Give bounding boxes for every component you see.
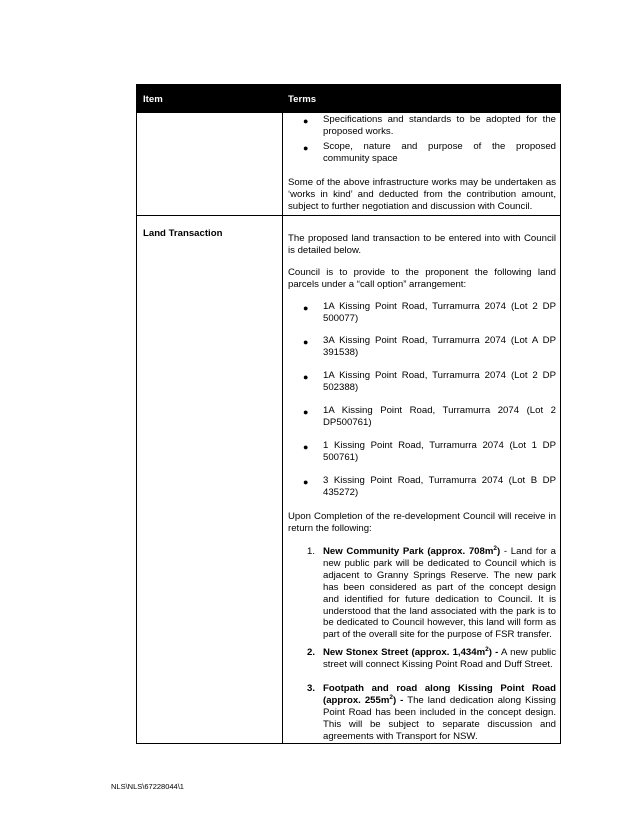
column-divider bbox=[282, 113, 283, 743]
item-number: 1. bbox=[307, 546, 316, 557]
bullet: ● bbox=[303, 303, 309, 313]
bullet: ● bbox=[303, 477, 309, 487]
header-item: Item bbox=[143, 94, 163, 105]
call-option-paragraph: Council is to provide to the proponent the following land parcels under a “call option” arrangement: bbox=[288, 267, 556, 290]
item-number: 3. bbox=[307, 683, 316, 694]
bullet: ● bbox=[303, 337, 309, 347]
works-in-kind-paragraph: Some of the above infrastructure works may be undertaken as ‘works in kind’ and deducted from the contribution amount, subject to further negotiation and discussion with Council. bbox=[288, 177, 556, 212]
item-land-transaction: Land Transaction bbox=[143, 228, 223, 239]
table-header-row bbox=[137, 85, 560, 113]
bullet: ● bbox=[303, 143, 309, 153]
item-title: Footpath and road along Kissing Point Road (approx. $255m^2$) - bbox=[323, 683, 556, 706]
item-body: A new public street will connect Kissing Point Road and Duff Street. bbox=[323, 647, 556, 670]
intro-paragraph: The proposed land transaction to be entered into with Council is detailed below. bbox=[288, 233, 556, 256]
item-title: New Stonex Street (approx. $1,434m^2$) - bbox=[323, 645, 499, 658]
parcel-item: 3 Kissing Point Road, Turramurra 2074 (Lot B DP 435272) bbox=[323, 475, 556, 498]
terms-table bbox=[136, 84, 561, 744]
bullet: ● bbox=[303, 116, 309, 126]
list-item: Specifications and standards to be adopted for the proposed works. bbox=[323, 114, 556, 137]
parcel-item: 1A Kissing Point Road, Turramurra 2074 (Lot 2 DP500761) bbox=[323, 405, 556, 428]
parcel-item: 1A Kissing Point Road, Turramurra 2074 (Lot 2 DP 500077) bbox=[323, 301, 556, 324]
bullet: ● bbox=[303, 407, 309, 417]
numbered-item bbox=[323, 683, 556, 743]
numbered-item bbox=[323, 647, 556, 671]
list-item: Scope, nature and purpose of the proposed community space bbox=[323, 141, 556, 164]
item-body: The land dedication along Kissing Point Road has been included in the concept design. This will be subject to separate discussion and agreements with Transport for NSW. bbox=[323, 694, 556, 742]
parcel-item: 1A Kissing Point Road, Turramurra 2074 (Lot 2 DP 502388) bbox=[323, 370, 556, 393]
header-terms: Terms bbox=[288, 94, 317, 105]
item-number: 2. bbox=[307, 647, 316, 658]
bullet: ● bbox=[303, 442, 309, 452]
bullet: ● bbox=[303, 372, 309, 382]
parcel-item: 1 Kissing Point Road, Turramurra 2074 (Lot 1 DP 500761) bbox=[323, 440, 556, 463]
parcel-item: 3A Kissing Point Road, Turramurra 2074 (Lot A DP 391538) bbox=[323, 335, 556, 358]
document-reference: NLS\NLS\67228044\1 bbox=[111, 782, 184, 791]
numbered-item bbox=[323, 546, 556, 641]
item-title: New Community Park (approx. $708m^2$) bbox=[323, 544, 501, 557]
row-divider bbox=[137, 215, 560, 216]
item-body: - Land for a new public park will be dedicated to Council which is adjacent to Granny Springs Reserve. The new park has been considered as part of the concept design and identified for future dedication to Council. It is understood that the land associated with the park is to be dedicated to Council however, this land will form as part of the overall site for the purpose of FSR transfer. bbox=[323, 546, 556, 641]
completion-paragraph: Upon Completion of the re-development Council will receive in return the following: bbox=[288, 511, 556, 534]
